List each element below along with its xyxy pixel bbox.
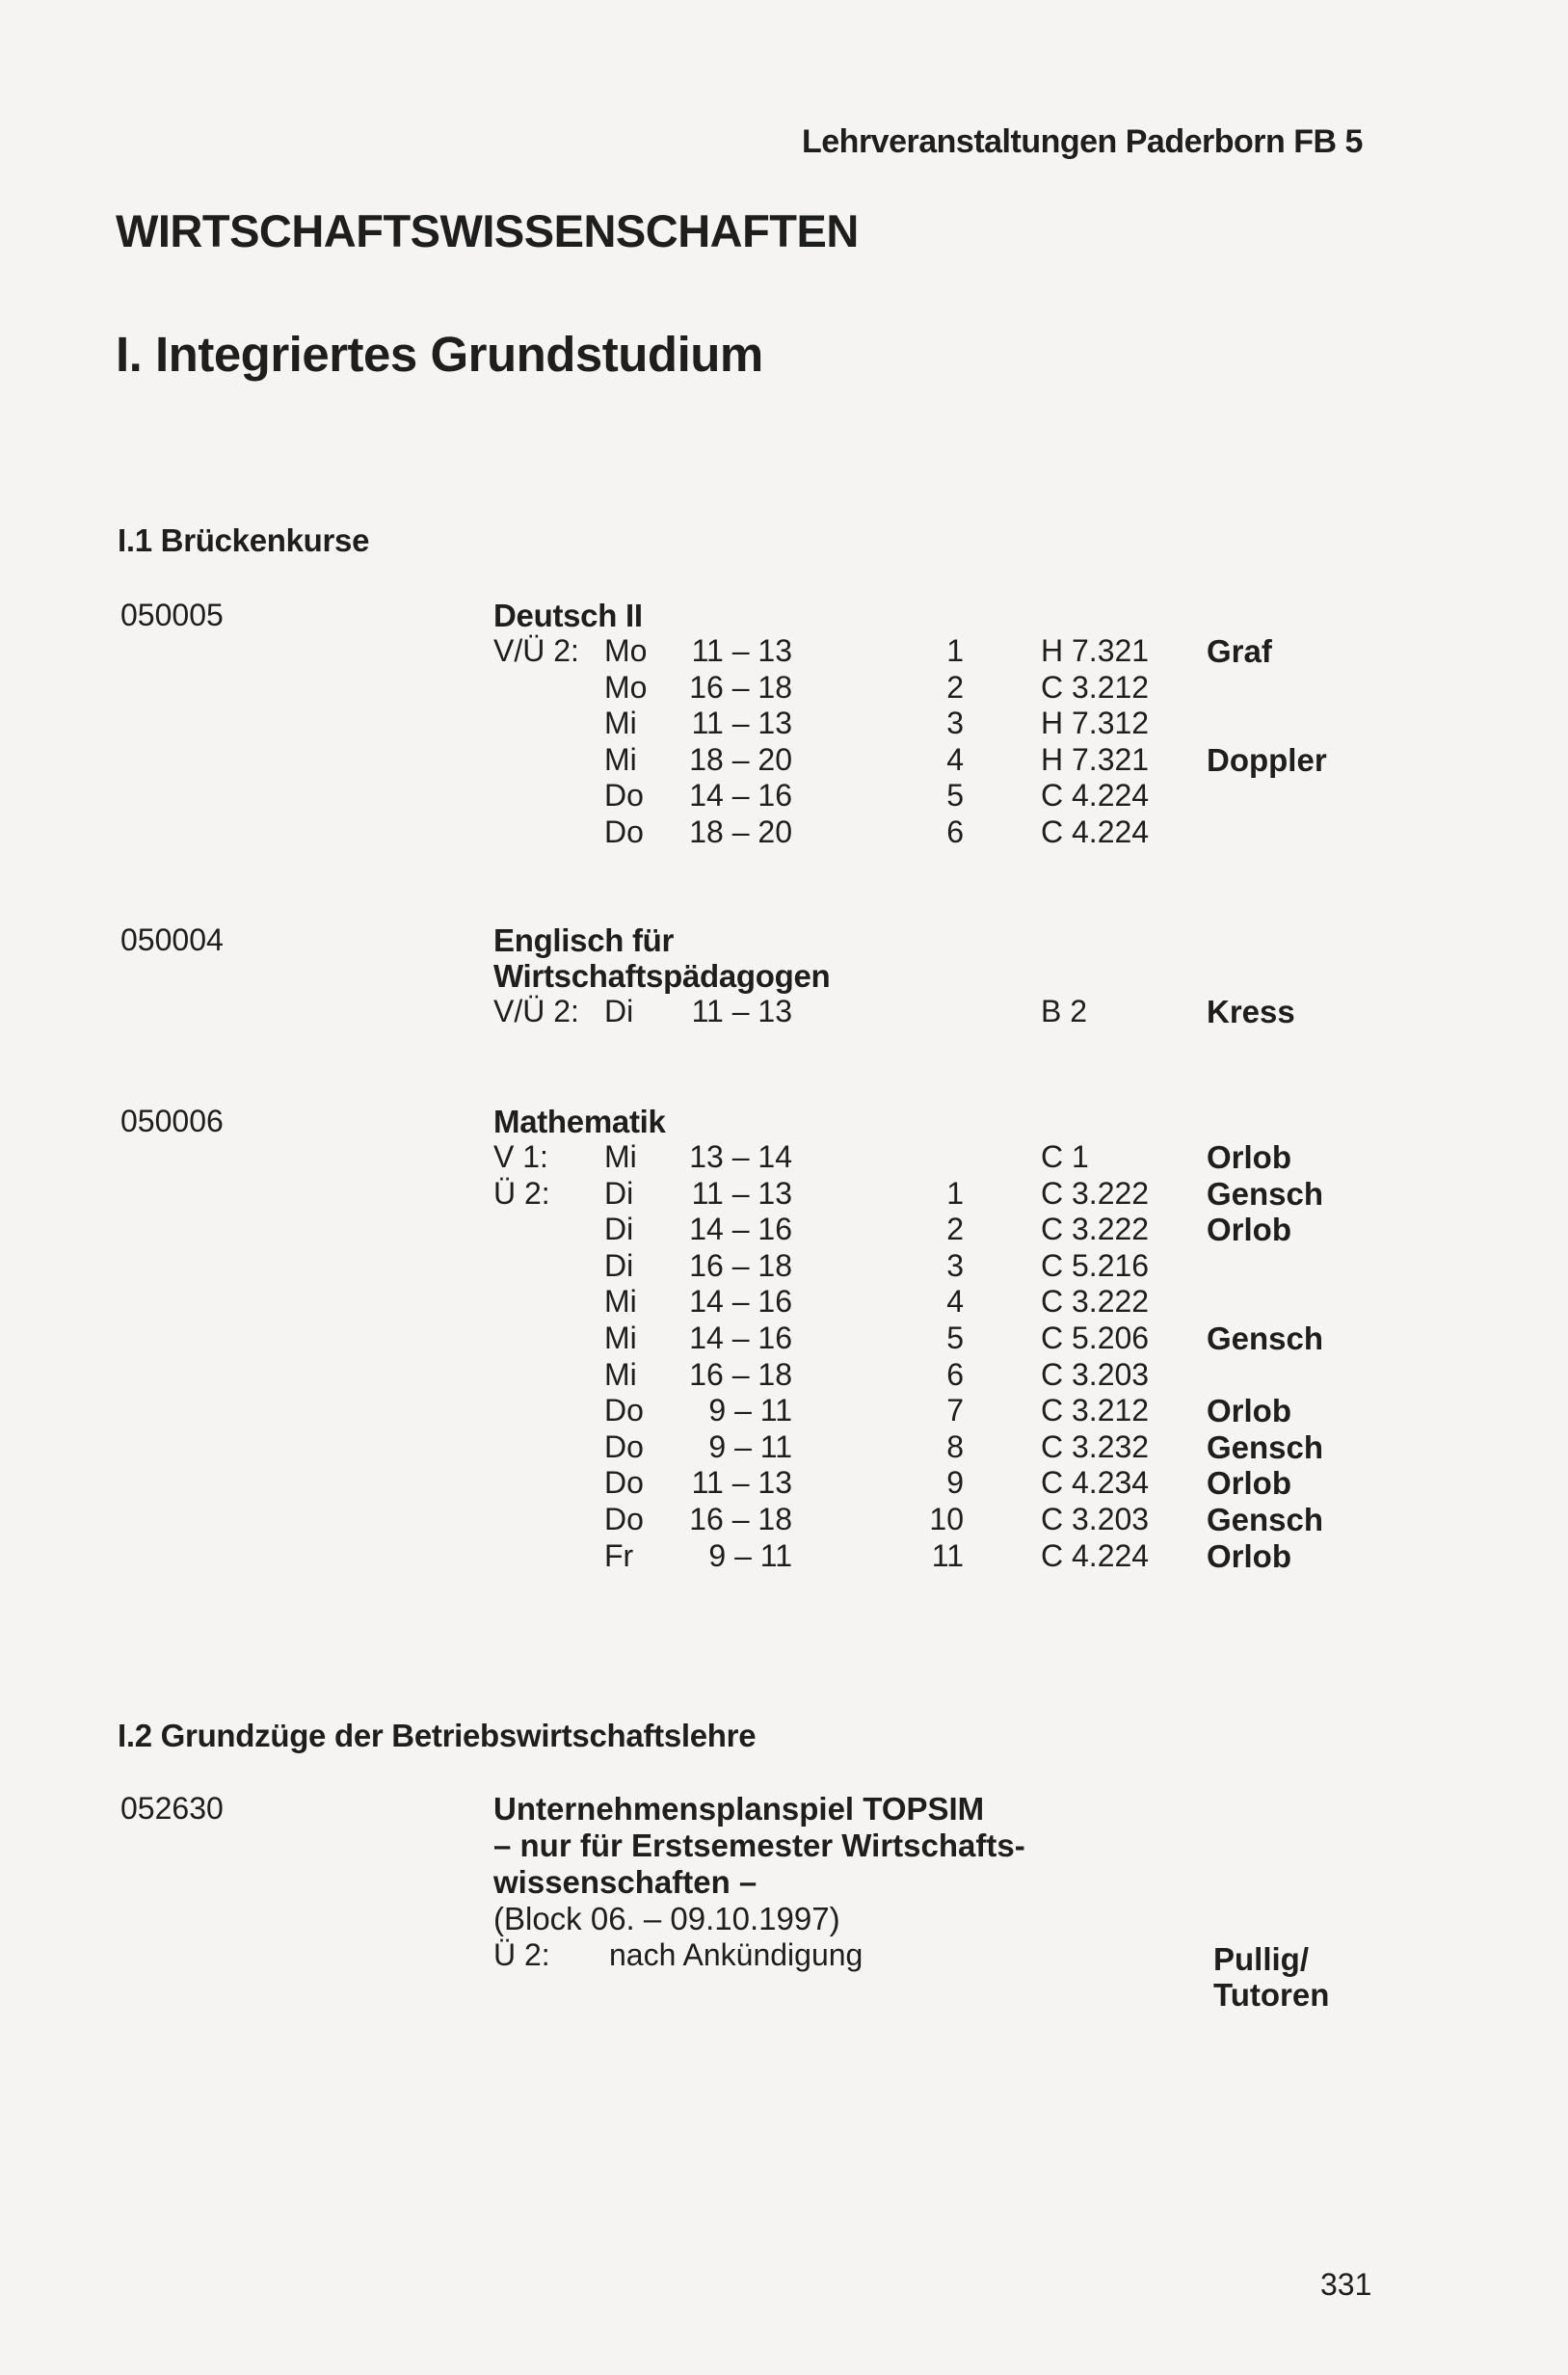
group-number: 9 xyxy=(946,1465,964,1501)
weekday: Mi xyxy=(604,1139,637,1174)
room: C 1 xyxy=(1041,1139,1089,1174)
schedule-row xyxy=(0,1538,1568,1574)
time-slot: 9 – 11 xyxy=(708,1393,792,1428)
running-header: Lehrveranstaltungen Paderborn FB 5 xyxy=(802,123,1363,160)
lecturer-name: Orlob xyxy=(1207,1465,1291,1502)
room: B 2 xyxy=(1041,994,1088,1028)
room: C 3.222 xyxy=(1041,1284,1150,1320)
weekday: Do xyxy=(604,814,644,849)
course-title-line: – nur für Erstsemester Wirtschafts- xyxy=(493,1828,1025,1863)
lecturer-name: Kress xyxy=(1207,994,1295,1029)
weekday: Di xyxy=(604,994,634,1028)
time-slot: 14 – 16 xyxy=(689,1212,792,1247)
weekday: Di xyxy=(604,1175,634,1211)
room: C 3.203 xyxy=(1041,1356,1150,1392)
room: C 3.222 xyxy=(1041,1212,1150,1247)
room: H 7.321 xyxy=(1041,741,1150,777)
course-title-line: Deutsch II xyxy=(493,598,643,633)
group-number: 3 xyxy=(946,1247,964,1283)
course-title xyxy=(493,1791,1025,1937)
course-title-line: Unternehmensplanspiel TOPSIM xyxy=(493,1791,985,1827)
course-block-note: (Block 06. – 09.10.1997) xyxy=(493,1901,840,1936)
group-number: 6 xyxy=(946,814,964,849)
lecturer-name: Orlob xyxy=(1207,1212,1291,1248)
course-title-line: Mathematik xyxy=(493,1104,666,1139)
schedule-row xyxy=(0,994,1568,1029)
room: C 4.224 xyxy=(1041,1537,1150,1573)
group-number: 5 xyxy=(946,1321,964,1355)
weekday: Mo xyxy=(604,669,648,705)
schedule-row xyxy=(0,1321,1568,1356)
group-number: 2 xyxy=(946,1212,964,1247)
time-slot: 16 – 18 xyxy=(689,1247,792,1283)
course-title xyxy=(493,598,643,633)
schedule-row xyxy=(0,1502,1568,1537)
group-number: 11 xyxy=(931,1537,964,1573)
room: C 5.216 xyxy=(1041,1247,1150,1283)
weekday: Do xyxy=(604,1393,644,1428)
schedule-row xyxy=(0,633,1568,669)
course-type: Ü 2: xyxy=(493,1175,550,1211)
time-slot: 11 – 13 xyxy=(691,1465,792,1501)
course-title-line: Wirtschaftspädagogen xyxy=(493,958,831,994)
room: C 4.234 xyxy=(1041,1465,1150,1501)
time-slot: 11 – 13 xyxy=(691,633,792,668)
lecturer-name: Orlob xyxy=(1207,1139,1291,1175)
weekday: Do xyxy=(604,1465,644,1501)
group-number: 8 xyxy=(946,1428,964,1464)
schedule-row xyxy=(0,1212,1568,1247)
schedule-row xyxy=(0,814,1568,850)
time-slot: 16 – 18 xyxy=(689,669,792,705)
time-slot: 11 – 13 xyxy=(691,706,792,741)
weekday: Mi xyxy=(604,1356,637,1392)
group-number: 5 xyxy=(946,778,964,814)
time-slot: 11 – 13 xyxy=(691,994,792,1028)
course-title xyxy=(493,1104,666,1139)
schedule-row xyxy=(0,1429,1568,1465)
time-slot: 13 – 14 xyxy=(689,1139,792,1174)
group-number: 4 xyxy=(946,1284,964,1320)
group-number: 7 xyxy=(946,1393,964,1428)
weekday: Di xyxy=(604,1212,634,1247)
group-number: 4 xyxy=(946,741,964,777)
room: C 5.206 xyxy=(1041,1321,1150,1355)
weekday: Fr xyxy=(604,1537,634,1573)
weekday: Mo xyxy=(604,633,648,668)
time-slot: 16 – 18 xyxy=(689,1356,792,1392)
group-number: 1 xyxy=(946,633,964,668)
schedule-row xyxy=(0,1176,1568,1212)
section-title-grundzuege-bwl: I.2 Grundzüge der Betriebswirtschaftslehre xyxy=(118,1718,757,1753)
course-type: V/Ü 2: xyxy=(493,994,579,1028)
weekday: Mi xyxy=(604,1321,637,1355)
time-slot: 14 – 16 xyxy=(689,778,792,814)
weekday: Mi xyxy=(604,741,637,777)
room: C 3.212 xyxy=(1041,1393,1150,1428)
time-slot: 9 – 11 xyxy=(708,1428,792,1464)
room: C 3.203 xyxy=(1041,1502,1150,1536)
room: H 7.312 xyxy=(1041,706,1150,741)
room: C 4.224 xyxy=(1041,814,1150,849)
group-number: 3 xyxy=(946,706,964,741)
lecturer-line: Pullig/ xyxy=(1213,1941,1309,1977)
course-title-line: Englisch für xyxy=(493,922,675,958)
course-id: 050005 xyxy=(120,598,224,632)
group-number: 1 xyxy=(946,1175,964,1211)
lecturer-name: Orlob xyxy=(1207,1537,1291,1574)
lecturer-name: Gensch xyxy=(1207,1321,1324,1356)
course-id: 050004 xyxy=(120,922,224,957)
faculty-title: WIRTSCHAFTSWISSENSCHAFTEN xyxy=(116,205,859,256)
page-number: 331 xyxy=(1320,2267,1372,2302)
schedule-row xyxy=(0,1248,1568,1284)
group-number: 6 xyxy=(946,1356,964,1392)
course-type: V 1: xyxy=(493,1139,548,1174)
time-slot: 14 – 16 xyxy=(689,1284,792,1320)
course-id: 052630 xyxy=(120,1791,224,1826)
room: C 3.212 xyxy=(1041,669,1150,705)
time-slot: 18 – 20 xyxy=(689,814,792,849)
schedule-row xyxy=(0,706,1568,741)
lecturer-name: Gensch xyxy=(1207,1428,1324,1465)
lecturer-name: Gensch xyxy=(1207,1175,1324,1212)
course-title xyxy=(493,922,830,994)
weekday: Di xyxy=(604,1247,634,1283)
weekday: Mi xyxy=(604,1284,637,1320)
schedule-row xyxy=(0,1393,1568,1428)
lecturer-line: Tutoren xyxy=(1213,1977,1330,2013)
lecturer-name: Gensch xyxy=(1207,1502,1324,1537)
weekday: Do xyxy=(604,1502,644,1536)
course-type: Ü 2: xyxy=(493,1937,550,1972)
schedule-row xyxy=(0,742,1568,778)
schedule-row xyxy=(0,1284,1568,1320)
weekday: Do xyxy=(604,778,644,814)
schedule-row xyxy=(0,1465,1568,1501)
schedule-row xyxy=(0,1357,1568,1393)
time-slot: 9 – 11 xyxy=(708,1537,792,1573)
weekday: Do xyxy=(604,1428,644,1464)
time-slot: 11 – 13 xyxy=(691,1175,792,1211)
room: C 4.224 xyxy=(1041,778,1150,814)
course-title-line: wissenschaften – xyxy=(493,1864,757,1900)
part-title: I. Integriertes Grundstudium xyxy=(116,327,763,382)
time-slot: 14 – 16 xyxy=(689,1321,792,1355)
schedule-row xyxy=(0,670,1568,706)
group-number: 10 xyxy=(929,1502,964,1536)
section-title-brueckenkurse: I.1 Brückenkurse xyxy=(118,522,370,558)
schedule-row xyxy=(0,778,1568,814)
schedule-row xyxy=(0,1139,1568,1175)
group-number: 2 xyxy=(946,669,964,705)
time-slot: 16 – 18 xyxy=(689,1502,792,1536)
room: C 3.232 xyxy=(1041,1428,1150,1464)
lecturer-name: Graf xyxy=(1207,633,1272,669)
lecturer-name: Orlob xyxy=(1207,1393,1291,1429)
room: H 7.321 xyxy=(1041,633,1150,668)
time-slot: 18 – 20 xyxy=(689,741,792,777)
course-lecturer xyxy=(1213,1941,1329,2013)
course-type: V/Ü 2: xyxy=(493,633,579,668)
room: C 3.222 xyxy=(1041,1175,1150,1211)
weekday: Mi xyxy=(604,706,637,741)
course-schedule-text: nach Ankündigung xyxy=(609,1937,864,1972)
course-id: 050006 xyxy=(120,1104,224,1138)
lecturer-name: Doppler xyxy=(1207,741,1327,778)
